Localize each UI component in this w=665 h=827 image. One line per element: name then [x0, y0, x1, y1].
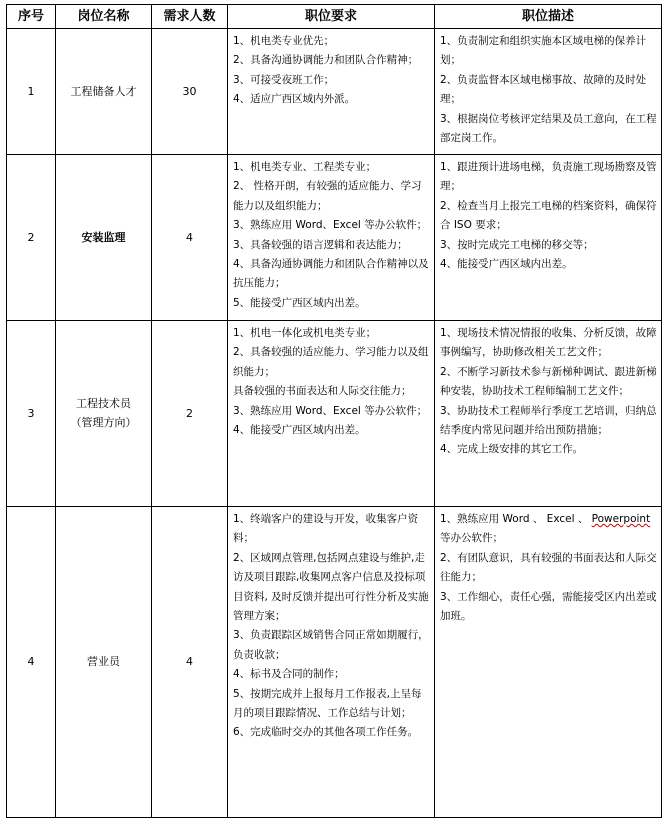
requirement-item: 6、完成临时交办的其他各项工作任务。 — [233, 726, 419, 739]
headcount: 4 — [152, 507, 228, 818]
description-item: 4、能接受广西区域内出差。 — [440, 258, 573, 271]
requirement-item: 具备较强的书面表达和人际交往能力； — [233, 385, 412, 398]
description-item: 1、跟进预计进场电梯，负责施工现场勘察及管理； — [440, 161, 657, 193]
description-item: 3、根据岗位考核评定结果及员工意向，在工程部定岗工作。 — [440, 112, 657, 145]
table-row — [7, 155, 662, 321]
description-item: 2、负责监督本区域电梯事故、故障的及时处理； — [440, 73, 647, 106]
description-item — [440, 510, 657, 549]
description-text: 等办公软件； — [440, 532, 503, 545]
row-number: 4 — [7, 507, 56, 818]
row-number: 3 — [7, 321, 56, 507]
description-item: 2、检查当月上报完工电梯的档案资料，确保符合 ISO 要求； — [440, 199, 657, 232]
requirement-item: 3、负责跟踪区域销售合同正常如期履行，负责收款； — [233, 629, 429, 661]
row-number: 1 — [7, 29, 56, 155]
description-text: 1、熟练应用 Word 、 Excel 、 — [440, 513, 592, 525]
requirement-item: 2、区域网点管理,包括网点建设与维护,走访及项目跟踪,收集网点客户信息及投标项目资料, 及时反馈并提出可行性分析及实施管理方案； — [233, 551, 429, 623]
requirement-item: 1、机电一体化或机电类专业； — [233, 327, 377, 339]
description-item: 2、有团队意识，具有较强的书面表达和人际交往能力； — [440, 551, 657, 584]
requirements-cell — [228, 321, 435, 507]
description-cell — [435, 29, 662, 155]
header-number: 序号 — [7, 5, 56, 29]
description-item: 3、协助技术工程师举行季度工艺培训，归纳总结季度内常见问题并给出预防措施； — [440, 404, 657, 437]
requirements-cell — [228, 155, 435, 321]
spellcheck-word: Powerpoint — [591, 513, 651, 525]
description-cell — [435, 155, 662, 321]
table-row — [7, 507, 662, 818]
requirement-item: 1、机电类专业优先； — [233, 35, 335, 47]
requirements-cell — [228, 507, 435, 818]
position-name-main: 工程技术员 — [76, 397, 131, 410]
requirement-item: 3、可接受夜班工作； — [233, 73, 335, 86]
position-name — [56, 321, 152, 507]
requirement-item: 2、具备较强的适应能力、学习能力以及组织能力； — [233, 346, 429, 378]
position-name-sub: （管理方向） — [70, 416, 137, 429]
headcount: 30 — [152, 29, 228, 155]
requirement-item: 4、标书及合同的制作； — [233, 668, 345, 681]
requirement-item: 1、机电类专业、工程类专业； — [233, 161, 377, 173]
header-description: 职位描述 — [435, 5, 662, 29]
header-position-name: 岗位名称 — [56, 5, 152, 29]
requirement-item: 1、终端客户的建设与开发，收集客户资料； — [233, 513, 419, 545]
description-item: 2、不断学习新技术参与新梯种调试、跟进新梯种安装，协助技术工程师编制工艺文件； — [440, 365, 657, 398]
header-requirements: 职位要求 — [228, 5, 435, 29]
description-cell — [435, 507, 662, 818]
header-row — [7, 5, 662, 29]
description-item: 1、现场技术情况情报的收集、分析反馈，故障事例编写，协助修改相关工艺文件； — [440, 327, 657, 359]
description-cell — [435, 321, 662, 507]
recruitment-table — [6, 4, 662, 818]
table-row — [7, 29, 662, 155]
description-item: 4、完成上级安排的其它工作。 — [440, 443, 584, 456]
requirement-item: 5、能接受广西区域内出差。 — [233, 296, 366, 309]
position-name: 工程储备人才 — [56, 29, 152, 155]
requirement-item: 2、具备沟通协调能力和团队合作精神； — [233, 54, 419, 67]
requirement-item: 4、具备沟通协调能力和团队合作精神以及抗压能力； — [233, 258, 429, 290]
headcount: 4 — [152, 155, 228, 321]
header-headcount: 需求人数 — [152, 5, 228, 29]
requirement-item: 3、熟练应用 Word、Excel 等办公软件； — [233, 219, 428, 232]
requirement-item: 3、熟练应用 Word、Excel 等办公软件； — [233, 404, 428, 417]
requirements-cell — [228, 29, 435, 155]
description-item: 3、工作细心，责任心强，需能接受区内出差或加班。 — [440, 590, 657, 623]
description-item: 1、负责制定和组织实施本区域电梯的保养计划； — [440, 35, 647, 67]
position-name: 安装监理 — [56, 155, 152, 321]
headcount: 2 — [152, 321, 228, 507]
requirement-item: 4、能接受广西区域内出差。 — [233, 424, 366, 437]
table-row — [7, 321, 662, 507]
requirement-item: 4、适应广西区域内外派。 — [233, 93, 356, 106]
requirement-item: 2、 性格开朗，有较强的适应能力、学习能力以及组织能力； — [233, 180, 422, 212]
requirement-item: 5、按期完成并上报每月工作报表,上呈每月的项目跟踪情况、工作总结与计划； — [233, 687, 422, 720]
position-name: 营业员 — [56, 507, 152, 818]
requirement-item: 3、具备较强的语言逻辑和表达能力； — [233, 238, 408, 251]
description-item: 3、按时完成完工电梯的移交等； — [440, 238, 594, 251]
row-number: 2 — [7, 155, 56, 321]
